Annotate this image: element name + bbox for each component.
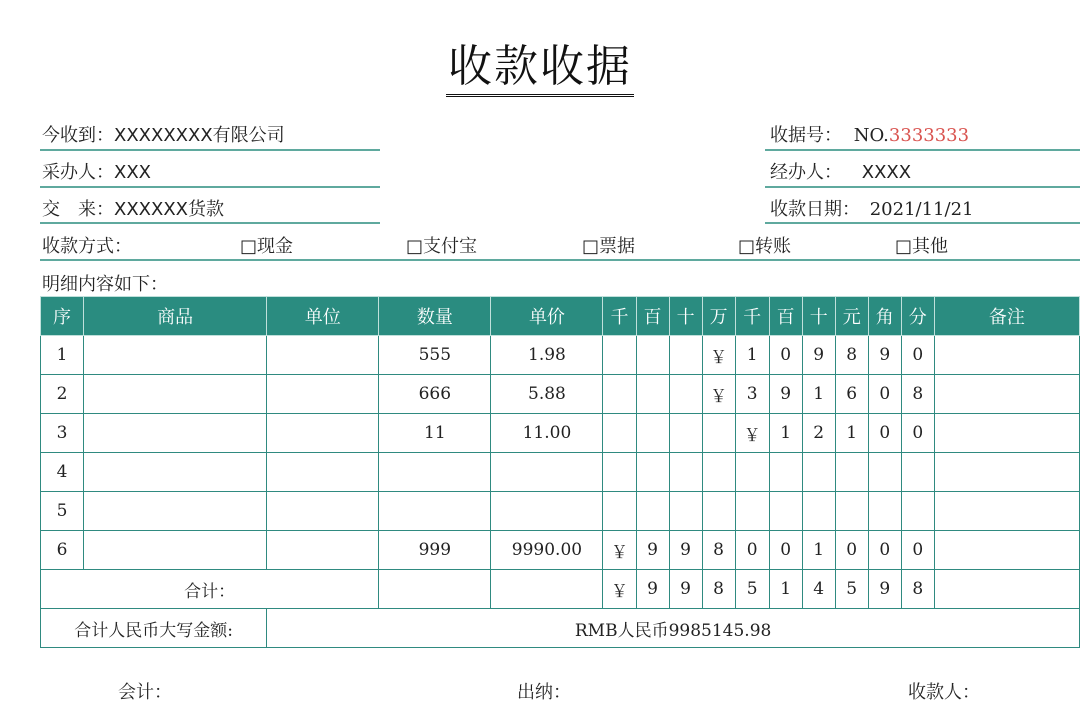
- uppercase-amount-row: [41, 609, 1080, 648]
- table-cell: [934, 492, 1079, 531]
- table-cell: 0: [868, 414, 901, 453]
- table-cell: 2: [41, 375, 84, 414]
- table-cell: [934, 375, 1079, 414]
- column-header: 单位: [267, 297, 379, 336]
- table-cell: [835, 453, 868, 492]
- table-cell: 1: [835, 414, 868, 453]
- receipt-no-value: 3333333: [888, 125, 970, 146]
- uppercase-amount-value: RMB人民币9985145.98: [267, 609, 1080, 648]
- received-from-label: 今收到：: [42, 125, 114, 146]
- total-digit: 9: [669, 570, 702, 609]
- table-cell: 0: [901, 336, 934, 375]
- table-cell: [802, 453, 835, 492]
- table-cell: 1.98: [491, 336, 603, 375]
- table-cell: [669, 414, 702, 453]
- table-cell: [934, 531, 1079, 570]
- table-cell: [636, 375, 669, 414]
- table-cell: 666: [379, 375, 491, 414]
- date-value: 2021/11/21: [869, 199, 974, 220]
- table-row: [41, 375, 1080, 414]
- column-header: 备注: [934, 297, 1079, 336]
- total-label: 合计：: [41, 570, 379, 609]
- table-cell: [267, 531, 379, 570]
- table-cell: [702, 453, 735, 492]
- table-cell: 8: [901, 375, 934, 414]
- received-from-value: XXXXXXXX有限公司: [114, 125, 285, 146]
- total-row: [41, 570, 1080, 609]
- table-cell: 3: [41, 414, 84, 453]
- column-header: 十: [669, 297, 702, 336]
- table-cell: 0: [901, 531, 934, 570]
- table-cell: [735, 453, 769, 492]
- table-cell: ￥: [702, 336, 735, 375]
- column-header: 角: [868, 297, 901, 336]
- table-cell: 1: [802, 531, 835, 570]
- table-cell: 1: [41, 336, 84, 375]
- date-underline: [765, 222, 1080, 224]
- payment-for-value: XXXXXX货款: [114, 199, 224, 220]
- total-digit: 9: [868, 570, 901, 609]
- handler-underline: [40, 186, 380, 188]
- table-cell: 0: [769, 531, 802, 570]
- receipt-title: 收款收据: [0, 40, 1080, 97]
- table-cell: [669, 453, 702, 492]
- detail-table: [40, 296, 1080, 648]
- table-body: [41, 336, 1080, 648]
- table-cell: [491, 492, 603, 531]
- received-from-underline: [40, 149, 380, 151]
- table-cell: [267, 414, 379, 453]
- table-cell: [636, 414, 669, 453]
- handler-field: [42, 158, 151, 184]
- table-cell: 9: [802, 336, 835, 375]
- date-label: 收款日期：: [770, 199, 860, 220]
- table-cell: [603, 375, 636, 414]
- table-cell: [702, 492, 735, 531]
- option-bill[interactable]: □票据: [582, 236, 636, 257]
- table-cell: [901, 492, 934, 531]
- table-cell: [379, 453, 491, 492]
- table-cell: [267, 375, 379, 414]
- receipt-no-underline: [765, 149, 1080, 151]
- table-cell: 6: [835, 375, 868, 414]
- uppercase-amount-label: 合计人民币大写金额:: [41, 609, 267, 648]
- column-header: 分: [901, 297, 934, 336]
- column-header: 元: [835, 297, 868, 336]
- table-cell: [934, 570, 1079, 609]
- table-row: [41, 414, 1080, 453]
- column-header: 千: [603, 297, 636, 336]
- table-cell: 0: [868, 375, 901, 414]
- agent-label: 经办人：: [770, 162, 842, 183]
- table-cell: 9: [669, 531, 702, 570]
- column-header: 百: [769, 297, 802, 336]
- table-cell: 11.00: [491, 414, 603, 453]
- total-digit: 4: [802, 570, 835, 609]
- table-cell: 2: [802, 414, 835, 453]
- table-cell: 0: [835, 531, 868, 570]
- receipt-no-label: 收据号：: [770, 125, 842, 146]
- table-cell: [84, 414, 267, 453]
- table-cell: [379, 492, 491, 531]
- column-header: 十: [802, 297, 835, 336]
- column-header: 序: [41, 297, 84, 336]
- table-cell: [868, 492, 901, 531]
- table-cell: [267, 492, 379, 531]
- table-cell: [84, 453, 267, 492]
- table-cell: [491, 570, 603, 609]
- option-alipay[interactable]: □支付宝: [406, 236, 478, 257]
- table-cell: [802, 492, 835, 531]
- table-cell: [636, 336, 669, 375]
- payment-for-underline: [40, 222, 380, 224]
- cashier-label: 出纳：: [517, 682, 571, 703]
- table-cell: ￥: [735, 414, 769, 453]
- table-cell: [267, 336, 379, 375]
- receipt-no-prefix: NO.: [853, 125, 889, 146]
- option-other[interactable]: □其他: [895, 236, 949, 257]
- table-cell: [267, 453, 379, 492]
- table-cell: 9: [636, 531, 669, 570]
- table-cell: 5: [41, 492, 84, 531]
- column-header: 万: [702, 297, 735, 336]
- table-cell: [603, 414, 636, 453]
- table-cell: 5.88: [491, 375, 603, 414]
- table-cell: 555: [379, 336, 491, 375]
- table-cell: [491, 453, 603, 492]
- table-cell: 9: [868, 336, 901, 375]
- total-digit: 5: [835, 570, 868, 609]
- column-header: 数量: [379, 297, 491, 336]
- table-cell: [934, 414, 1079, 453]
- total-digit: 8: [702, 570, 735, 609]
- table-cell: [84, 492, 267, 531]
- table-cell: 3: [735, 375, 769, 414]
- agent-underline: [765, 186, 1080, 188]
- table-cell: [603, 492, 636, 531]
- table-cell: 8: [702, 531, 735, 570]
- table-cell: ￥: [702, 375, 735, 414]
- table-cell: 8: [835, 336, 868, 375]
- table-cell: [769, 492, 802, 531]
- details-label: 明细内容如下：: [42, 274, 168, 295]
- receipt-no-field: [770, 121, 969, 147]
- table-cell: [84, 336, 267, 375]
- table-cell: 1: [769, 414, 802, 453]
- total-digit: 1: [769, 570, 802, 609]
- agent-value: XXXX: [861, 162, 912, 183]
- table-cell: 0: [735, 531, 769, 570]
- table-cell: 1: [802, 375, 835, 414]
- received-from-field: [42, 121, 285, 147]
- date-field: [770, 195, 973, 221]
- table-cell: [934, 336, 1079, 375]
- table-cell: 0: [868, 531, 901, 570]
- payment-for-field: [42, 195, 224, 221]
- table-cell: [603, 336, 636, 375]
- table-cell: [835, 492, 868, 531]
- column-header: 百: [636, 297, 669, 336]
- table-cell: [669, 492, 702, 531]
- table-cell: [735, 492, 769, 531]
- table-cell: 4: [41, 453, 84, 492]
- payment-method-underline: [40, 259, 1080, 261]
- table-row: [41, 453, 1080, 492]
- table-cell: ￥: [603, 531, 636, 570]
- table-row: [41, 336, 1080, 375]
- column-header: 单价: [491, 297, 603, 336]
- handler-value: XXX: [114, 162, 151, 183]
- table-cell: [84, 375, 267, 414]
- table-cell: 0: [769, 336, 802, 375]
- table-cell: 1: [735, 336, 769, 375]
- table-header-row: [41, 297, 1080, 336]
- table-cell: [669, 375, 702, 414]
- table-cell: [901, 453, 934, 492]
- table-cell: [769, 453, 802, 492]
- total-digit: 9: [636, 570, 669, 609]
- table-cell: [603, 453, 636, 492]
- payment-for-label: 交 来：: [42, 199, 114, 220]
- table-cell: 6: [41, 531, 84, 570]
- table-row: [41, 531, 1080, 570]
- total-digit: 8: [901, 570, 934, 609]
- table-cell: 999: [379, 531, 491, 570]
- table-cell: [669, 336, 702, 375]
- table-cell: 11: [379, 414, 491, 453]
- table-cell: 0: [901, 414, 934, 453]
- table-cell: [702, 414, 735, 453]
- table-cell: [868, 453, 901, 492]
- option-transfer[interactable]: □转账: [738, 236, 792, 257]
- table-cell: [636, 453, 669, 492]
- table-cell: [934, 453, 1079, 492]
- column-header: 商品: [84, 297, 267, 336]
- agent-field: [770, 158, 911, 184]
- option-cash[interactable]: □现金: [240, 236, 294, 257]
- column-header: 千: [735, 297, 769, 336]
- table-cell: [84, 531, 267, 570]
- handler-label: 采办人：: [42, 162, 114, 183]
- accountant-label: 会计：: [118, 682, 172, 703]
- payee-label: 收款人：: [908, 682, 980, 703]
- table-row: [41, 492, 1080, 531]
- table-cell: [379, 570, 491, 609]
- table-cell: 9990.00: [491, 531, 603, 570]
- total-digit: 5: [735, 570, 769, 609]
- table-cell: 9: [769, 375, 802, 414]
- table-cell: [636, 492, 669, 531]
- payment-method-label: 收款方式：: [42, 236, 132, 257]
- total-digit: ￥: [603, 570, 636, 609]
